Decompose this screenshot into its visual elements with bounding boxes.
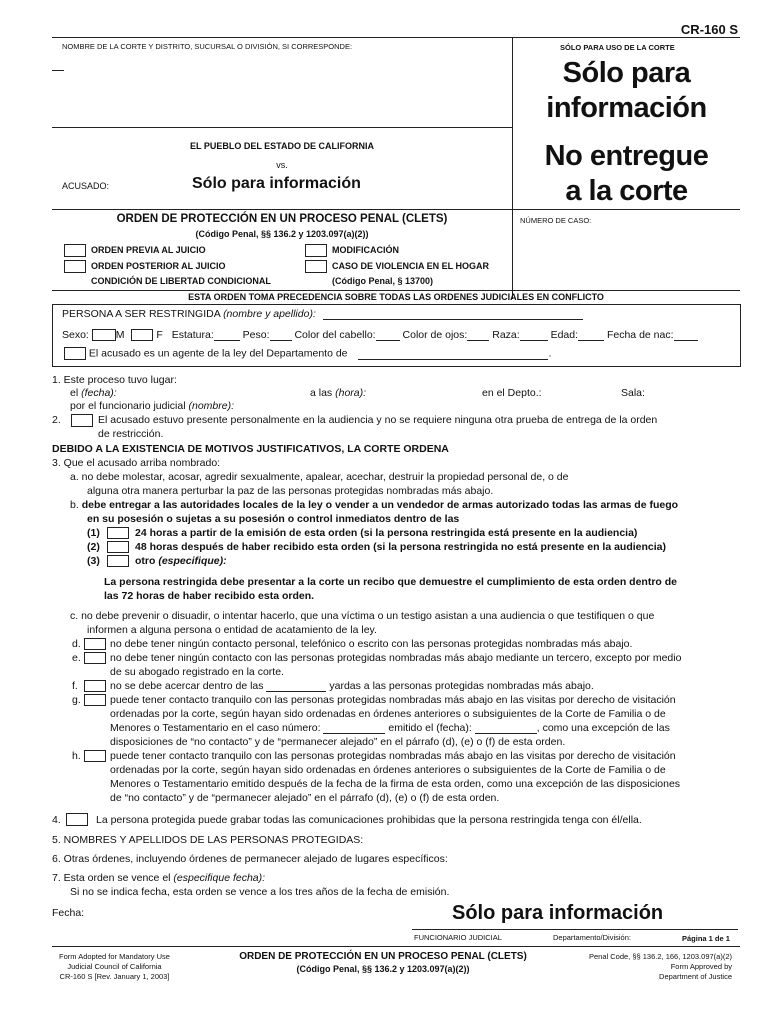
item-3b3-italic: (especifique): [158,555,227,567]
footer-right-line-3: Department of Justice [659,972,732,981]
item-3b1-number: (1) [87,527,100,539]
item-3e-letter: e. [72,652,81,664]
item-1-time-prefix: a las [310,387,333,399]
item-3b-line-1: debe entregar a las autoridades locales de la ley o vender a un vendedor de armas autorizado todas las armas de fuego [81,499,679,511]
court-use-label: SÓLO PARA USO DE LA CORTE [560,43,675,52]
item-3d-text: no debe tener ningún contacto personal, telefónico o escrito con las personas protegidas nombradas más abajo. [110,638,633,650]
item-3g-line-1: puede tener contacto tranquilo con las personas protegidas nombradas más abajo en las visitas por derecho de visitación [110,694,676,706]
item-3g-line-4: disposiciones de “no contacto” y de “permanecer alejado” en el párrafo (d), (e) o (f) de esta orden. [110,736,566,748]
restrained-person-label-italic: (nombre y apellido): [223,308,316,320]
eyes-label: Color de ojos: [402,329,468,341]
court-name-label: NOMBRE DE LA CORTE Y DISTRITO, SUCURSAL O DIVISIÓN, SI CORRESPONDE: [62,42,353,51]
receipt-line-2: las 72 horas de haber recibido esta orden. [104,590,315,602]
page-number: Página 1 de 1 [682,934,730,943]
agent-department-field[interactable] [358,359,548,360]
date-label: Fecha: [52,907,85,919]
item-3b3-number: (3) [87,555,100,567]
hair-field[interactable] [376,340,400,341]
watermark-line-3: No entregue [544,140,709,172]
item-3f-prefix: no se debe acercar dentro de las [110,680,264,692]
item-2-line-1: El acusado estuvo presente personalmente en la audiencia y no se requiere ninguna otra prueba de entrega de la orden [98,414,658,426]
item-3b3-text: otro [135,555,156,567]
agent-period: . [548,347,552,360]
item-3d-letter: d. [72,638,81,650]
weight-label: Peso: [242,329,270,341]
height-label: Estatura: [171,329,214,341]
item-3h-line-2: ordenadas por la corte, según hayan sido ordenadas en órdenes anteriores o subsiguientes de la Corte de Familia o de [110,764,666,776]
defendant-label: ACUSADO: [62,181,110,191]
vs-label: vs. [276,160,288,170]
precedence-notice: ESTA ORDEN TOMA PRECEDENCIA SOBRE TODAS LAS ORDENES JUDICIALES EN CONFLICTO [188,292,604,302]
modification-label: MODIFICACIÓN [332,245,399,255]
agent-checkbox[interactable] [64,347,86,360]
item-3h-line-3: Menores o Testamentario emitido después de la fecha de la firma de esta orden, como una excepción de las disposiciones [110,778,681,790]
posttrial-label: ORDEN POSTERIOR AL JUICIO [91,261,226,271]
item-1-officer-label: (nombre): [188,400,235,412]
item-3f-yards-field[interactable] [266,691,326,692]
item-3b-line-2: en su posesión o sujetas a su posesión o control inmediatos dentro de las [87,513,460,525]
form-title-code: (Código Penal, §§ 136.2 y 1203.097(a)(2)) [195,229,369,239]
modification-checkbox[interactable] [305,244,327,257]
item-3f-letter: f. [72,680,78,692]
item-3g-letter: g. [72,694,81,706]
pretrial-label: ORDEN PREVIA AL JUICIO [91,245,206,255]
item-3h-checkbox[interactable] [84,750,106,762]
case-number-label: NÚMERO DE CASO: [520,216,592,225]
item-3g-checkbox[interactable] [84,694,106,706]
receipt-line-1: La persona restringida debe presentar a la corte un recibo que demuestre el cumplimiento de esta orden dentro de [104,576,677,588]
item-3b3-checkbox[interactable] [107,555,129,567]
item-5-heading: 5. NOMBRES Y APELLIDOS DE LAS PERSONAS PROTEGIDAS: [52,834,364,846]
age-field[interactable] [578,340,604,341]
item-3f-suffix: yardas a las personas protegidas nombradas más abajo. [329,680,594,692]
domestic-code-label: (Código Penal, § 13700) [332,276,434,286]
people-caption: EL PUEBLO DEL ESTADO DE CALIFORNIA [189,141,374,151]
item-6-heading: 6. Otras órdenes, incluyendo órdenes de permanecer alejado de lugares específicos: [52,853,448,865]
footer-right-line-1: Penal Code, §§ 136.2, 166, 1203.097(a)(2) [588,952,732,961]
department-label: Departamento/División: [553,933,631,942]
sex-m-checkbox[interactable] [92,329,116,341]
item-4-checkbox[interactable] [66,813,88,826]
form-id: CR-160 S [680,22,738,37]
item-7-italic: (especifique fecha): [173,872,266,884]
item-3e-line-1: no debe tener ningún contacto con las personas protegidas nombradas más abajo mediante un tercero, excepto por medio [110,652,682,664]
item-1-heading: 1. Este proceso tuvo lugar: [52,374,177,386]
item-3b2-text: 48 horas después de haber recibido esta orden (si la persona restringida no está presente en la audiencia) [135,541,667,553]
item-3g-date-field[interactable] [475,733,537,734]
footer-code: (Código Penal, §§ 136.2 y 1203.097(a)(2)) [296,964,470,974]
footer-left-line-1: Form Adopted for Mandatory Use [59,952,170,961]
item-2-number: 2. [52,414,61,426]
hair-label: Color del cabello: [294,329,376,341]
watermark-line-1: Sólo para [562,57,691,89]
footer-title: ORDEN DE PROTECCIÓN EN UN PROCESO PENAL (CLETS) [239,951,527,962]
item-3e-checkbox[interactable] [84,652,106,664]
item-3c-line-1: c. no debe prevenir o disuadir, o intentar hacerlo, que una víctima o un testigo asistan a una audiencia o que testifiquen o que [70,610,655,622]
restrained-name-field[interactable] [323,319,583,320]
sex-f-checkbox[interactable] [131,329,153,341]
sex-m-label: M [115,329,125,341]
item-3b2-number: (2) [87,541,100,553]
sex-f-label: F [156,329,163,341]
item-3h-line-1: puede tener contacto tranquilo con las personas protegidas nombradas más abajo en las visitas por derecho de visitación [110,750,676,762]
item-3g-line-3-end: , como una excepción de las [536,722,670,734]
item-3g-case-label: Menores o Testamentario en el caso número: [110,722,321,734]
judicial-officer-label: FUNCIONARIO JUDICIAL [414,933,502,942]
item-1-dept-label: en el Depto.: [482,387,542,399]
watermark-line-2: información [546,92,707,124]
item-3b1-checkbox[interactable] [107,527,129,539]
eyes-field[interactable] [467,340,489,341]
sex-label: Sexo: [62,329,89,341]
race-field[interactable] [520,340,548,341]
footer-left-line-2: Judicial Council of California [67,962,162,971]
form-title: ORDEN DE PROTECCIÓN EN UN PROCESO PENAL (CLETS) [116,213,448,225]
domestic-label: CASO DE VIOLENCIA EN EL HOGAR [332,261,490,271]
item-3c-line-2: informen a alguna persona o entidad de acatamiento de la ley. [87,624,377,636]
footer-left-line-3: CR-160 S [Rev. January 1, 2003] [59,972,170,981]
item-1-officer-prefix: por el funcionario judicial [70,400,186,412]
dob-field[interactable] [674,340,698,341]
item-3g-date-label: emitido el (fecha): [388,722,472,734]
item-3g-line-2: ordenadas por la corte, según hayan sido ordenadas en órdenes anteriores o subsiguientes de la Corte de Familia o de [110,708,666,720]
item-1-el: el [70,387,79,399]
item-3b-letter: b. [70,499,79,511]
item-2-checkbox[interactable] [71,414,93,427]
probation-label: CONDICIÓN DE LIBERTAD CONDICIONAL [91,276,271,286]
agent-label: El acusado es un agente de la ley del Departamento de [88,347,348,360]
item-3b2-checkbox[interactable] [107,541,129,553]
item-3-heading: 3. Que el acusado arriba nombrado: [52,457,221,469]
item-1-date-label: (fecha): [81,387,117,399]
item-3b1-text: 24 horas a partir de la emisión de esta orden (si la persona restringida está presente en la audiencia) [135,527,638,539]
item-1-time-label: (hora): [335,387,367,399]
item-3a-line-2: alguna otra manera perturbar la paz de las personas protegidas nombradas más abajo. [87,485,494,497]
restrained-person-label: PERSONA A SER RESTRINGIDA [62,308,221,320]
item-3h-letter: h. [72,750,81,762]
item-3h-line-4: de “no contacto” y de “permanecer alejado” en el párrafo (d), (e) o (f) de esta orden. [110,792,500,804]
weight-field[interactable] [270,340,292,341]
footer-right-line-2: Form Approved by [670,962,732,971]
item-4-text: La persona protegida puede grabar todas las comunicaciones prohibidas que la persona restringida tenga con él/ella. [96,814,642,826]
item-7-prefix: 7. Esta orden se vence el [52,872,171,884]
item-3a-line-1: a. no debe molestar, acosar, agredir sexualmente, apalear, acechar, destruir la propiedad personal de, o de [70,471,569,483]
dob-label: Fecha de nac: [606,329,674,341]
race-label: Raza: [492,329,520,341]
item-2-line-2: de restricción. [98,428,164,440]
defendant-value: Sólo para información [192,175,361,192]
domestic-checkbox[interactable] [305,260,327,273]
posttrial-checkbox[interactable] [64,260,86,273]
item-4-number: 4. [52,814,61,826]
item-3g-case-field[interactable] [323,733,385,734]
item-1-room-label: Sala: [621,387,645,399]
finding-heading: DEBIDO A LA EXISTENCIA DE MOTIVOS JUSTIFICATIVOS, LA CORTE ORDENA [52,443,449,455]
item-3d-checkbox[interactable] [84,638,106,650]
age-label: Edad: [550,329,579,341]
signature-stamp: Sólo para información [452,902,664,924]
item-7-line-2: Si no se indica fecha, esta orden se vence a los tres años de la fecha de emisión. [70,886,450,898]
watermark-line-4: a la corte [565,175,688,207]
item-3e-line-2: de su abogado registrado en la corte. [110,666,284,678]
item-3f-checkbox[interactable] [84,680,106,692]
height-field[interactable] [214,340,240,341]
pretrial-checkbox[interactable] [64,244,86,257]
